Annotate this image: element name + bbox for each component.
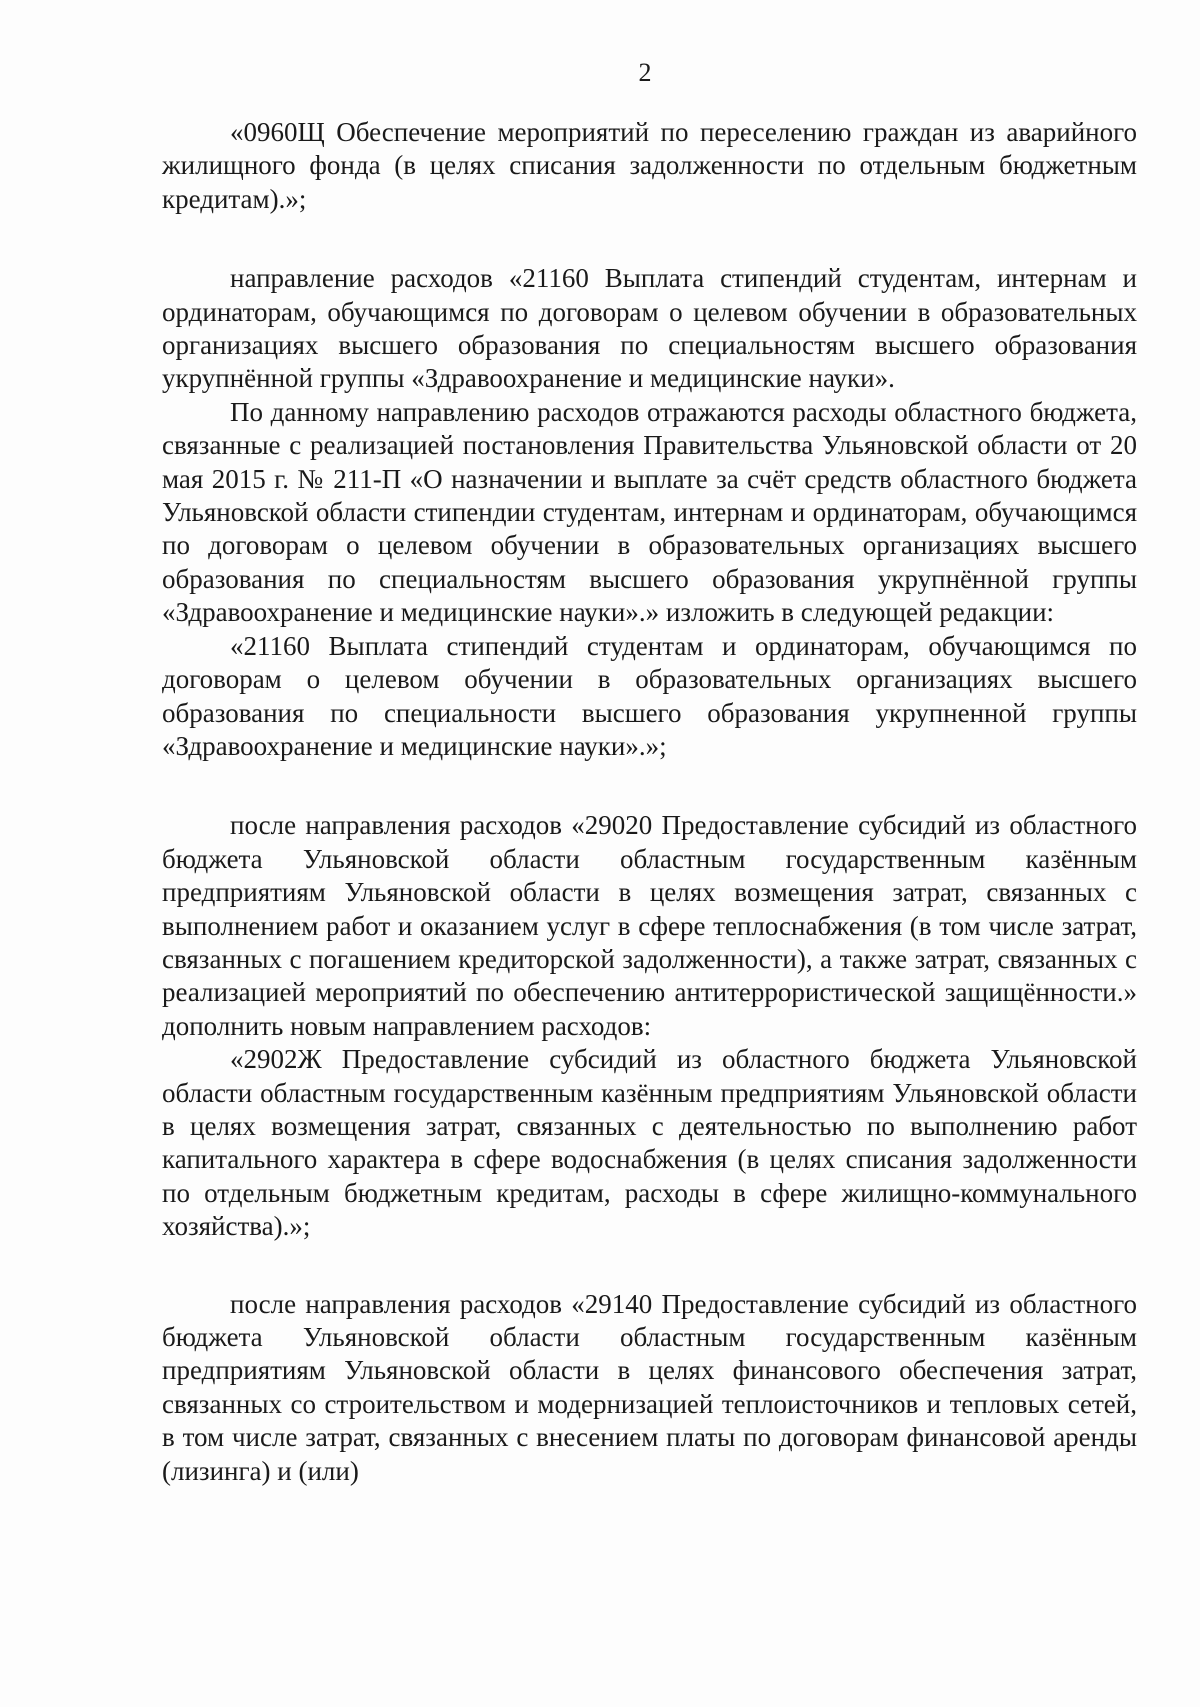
paragraph-21160-description: По данному направлению расходов отражаются расходы областного бюджета, связанные с реализацией постановления Правительства Ульяновской области от 20 мая 2015 г. № 211-П «О назначении и выплате за счёт средств областного бюджета Ульяновской области стипендии студентам, интернам и ординаторам, обучающимся по договорам о целевом обучении в образовательных организациях высшего образования по специальностям высшего образования укрупнённой группы «Здравоохранение и медицинские науки».» изложить в следующей редакции: [162, 396, 1137, 628]
paragraph-29140-amendment: после направления расходов «29140 Предоставление субсидий из областного бюджета Ульяновской области областным государственным казённым предприятиям Ульяновской области в целях финансового обеспечения затрат, связанных со строительством и модернизацией теплоисточников и тепловых сетей, в том числе затрат, связанных с внесением платы по договорам финансовой аренды (лизинга) и (или) [162, 1288, 1137, 1486]
paragraph-2902zh-new-direction: «2902Ж Предоставление субсидий из областного бюджета Ульяновской области областным государственным казённым предприятиям Ульяновской области в целях возмещения затрат, связанных с деятельностью по выполнению работ капитального характера в сфере водоснабжения (в целях списания задолженности по отдельным бюджетным кредитам, расходы в сфере жилищно-коммунального хозяйства).»; [162, 1044, 1137, 1242]
document-body [162, 116, 1137, 1488]
page-number: 2 [638, 58, 652, 87]
paragraph-21160-new-wording: «21160 Выплата стипендий студентам и ординаторам, обучающимся по договорам о целевом обучении в образовательных организациях высшего образования по специальности высшего образования укрупненной группы «Здравоохранение и медицинские науки».»; [162, 630, 1137, 761]
paragraph-29020-amendment: после направления расходов «29020 Предоставление субсидий из областного бюджета Ульяновской области областным государственным казённым предприятиям Ульяновской области в целях возмещения затрат, связанных с выполнением работ и оказанием услуг в сфере теплоснабжения (в том числе затрат, связанных с погашением кредиторской задолженности), а также затрат, связанных с реализацией мероприятий по обеспечению антитеррористической защищённости.» дополнить новым направлением расходов: [162, 810, 1137, 1041]
paragraph-21160-heading: направление расходов «21160 Выплата стипендий студентам, интернам и ординаторам, обучающимся по договорам о целевом обучении в образовательных организациях высшего образования по специальностям высшего образования укрупнённой группы «Здравоохранение и медицинские науки». [162, 263, 1137, 394]
paragraph-0960sch: «0960Щ Обеспечение мероприятий по переселению граждан из аварийного жилищного фонда (в целях списания задолженности по отдельным бюджетным кредитам).»; [162, 117, 1137, 214]
